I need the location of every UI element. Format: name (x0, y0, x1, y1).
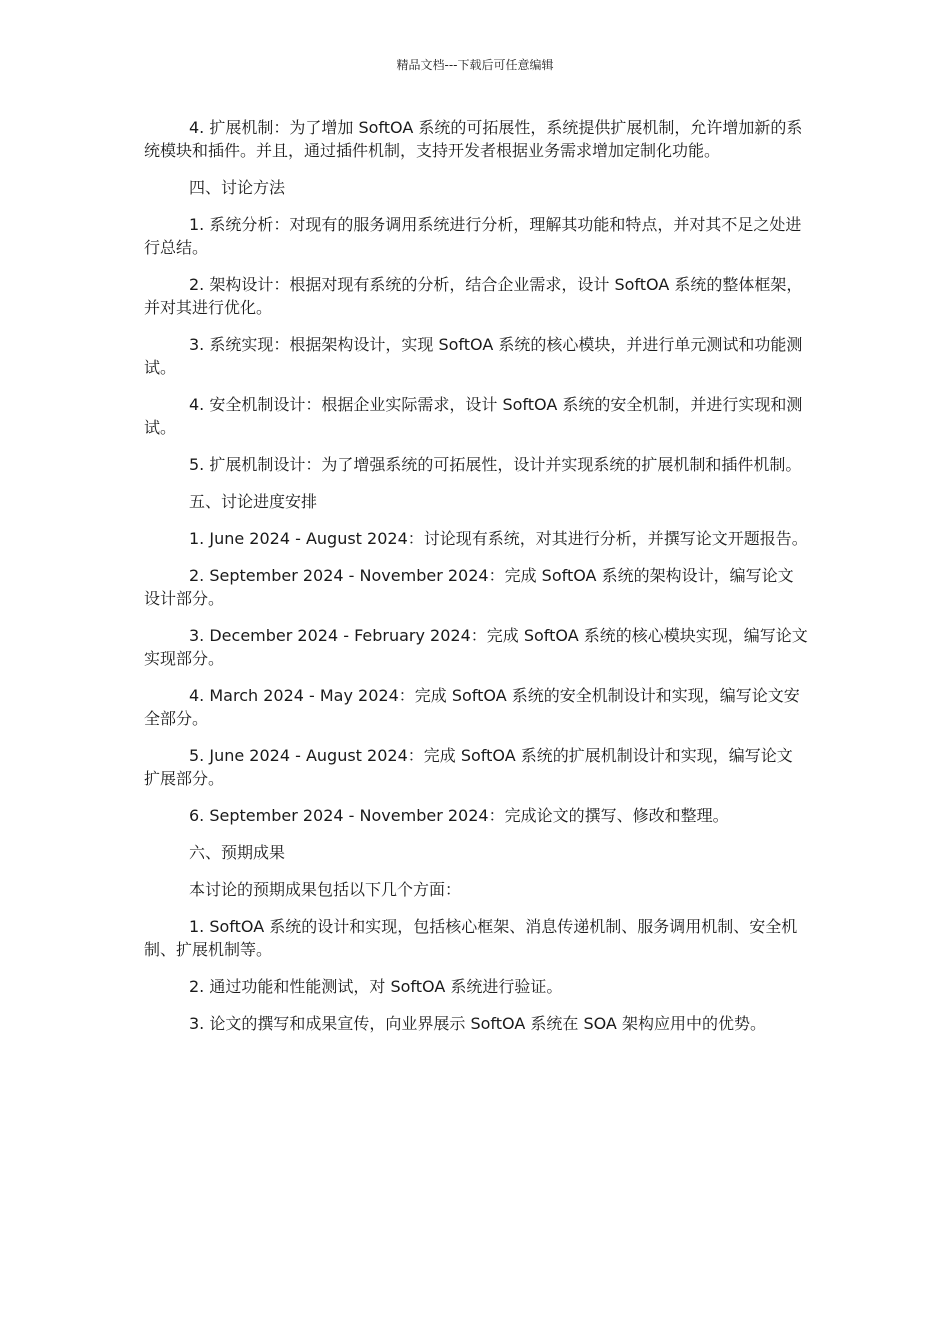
paragraph-method-3: 3. 系统实现：根据架构设计，实现 SoftOA 系统的核心模块，并进行单元测试和功能测试。 (144, 335, 803, 377)
paragraph-schedule-3: 3. December 2024 - February 2024：完成 SoftOA 系统的核心模块实现，编写论文实现部分。 (144, 626, 808, 668)
paragraph-method-1: 1. 系统分析：对现有的服务调用系统进行分析，理解其功能和特点，并对其不足之处进行总结。 (144, 215, 802, 257)
paragraph-schedule-1: 1. June 2024 - August 2024：讨论现有系统，对其进行分析，并撰写论文开题报告。 (189, 529, 808, 548)
paragraph-outcome-2: 2. 通过功能和性能测试，对 SoftOA 系统进行验证。 (189, 977, 563, 996)
paragraph-outcomes-intro: 本讨论的预期成果包括以下几个方面： (189, 880, 462, 899)
paragraph-method-2: 2. 架构设计：根据对现有系统的分析，结合企业需求，设计 SoftOA 系统的整体框架，并对其进行优化。 (144, 275, 803, 317)
section-heading-schedule: 五、讨论进度安排 (189, 492, 318, 511)
page-header: 精品文档---下载后可任意编辑 (396, 58, 554, 72)
paragraph-outcome-1: 1. SoftOA 系统的设计和实现，包括核心框架、消息传递机制、服务调用机制、安全机制、扩展机制等。 (144, 917, 798, 959)
paragraph-schedule-6: 6. September 2024 - November 2024：完成论文的撰写、修改和整理。 (189, 806, 729, 825)
paragraph-method-4: 4. 安全机制设计：根据企业实际需求，设计 SoftOA 系统的安全机制，并进行实现和测试。 (144, 395, 803, 437)
section-heading-methods: 四、讨论方法 (189, 178, 286, 197)
document-body (144, 116, 808, 1049)
paragraph-extension-mechanism: 4. 扩展机制：为了增加 SoftOA 系统的可拓展性，系统提供扩展机制，允许增加新的系统模块和插件。并且，通过插件机制，支持开发者根据业务需求增加定制化功能。 (144, 118, 803, 160)
paragraph-schedule-5: 5. June 2024 - August 2024：完成 SoftOA 系统的扩展机制设计和实现，编写论文扩展部分。 (144, 746, 793, 788)
section-heading-outcomes: 六、预期成果 (189, 843, 286, 862)
paragraph-schedule-4: 4. March 2024 - May 2024：完成 SoftOA 系统的安全机制设计和实现，编写论文安全部分。 (144, 686, 800, 728)
paragraph-method-5: 5. 扩展机制设计：为了增强系统的可拓展性，设计并实现系统的扩展机制和插件机制。 (189, 455, 802, 474)
paragraph-schedule-2: 2. September 2024 - November 2024：完成 SoftOA 系统的架构设计，编写论文设计部分。 (144, 566, 794, 608)
paragraph-outcome-3: 3. 论文的撰写和成果宣传，向业界展示 SoftOA 系统在 SOA 架构应用中的优势。 (189, 1014, 766, 1033)
